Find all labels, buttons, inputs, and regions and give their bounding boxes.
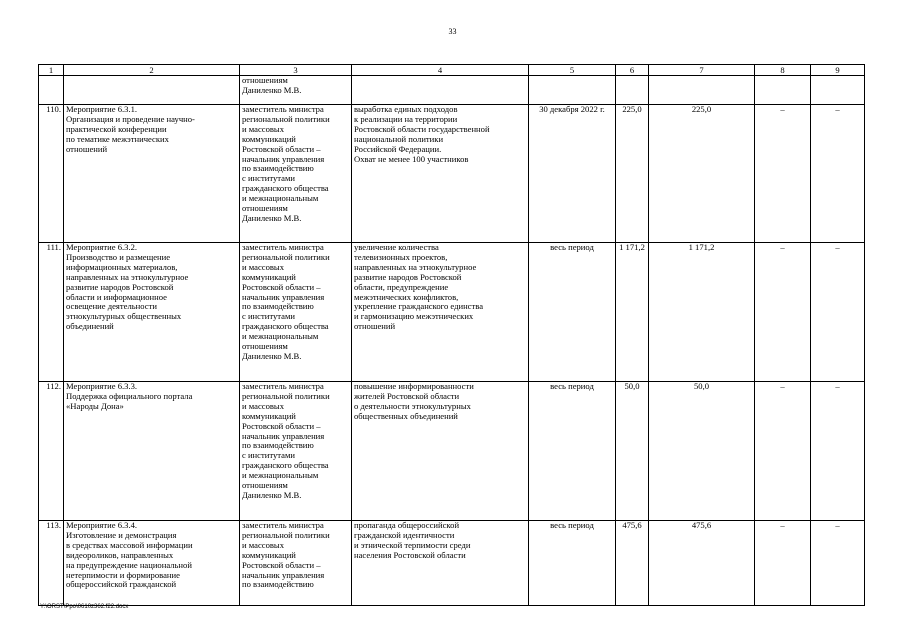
column-number-row: [39, 65, 865, 76]
value-col9: –: [811, 521, 865, 606]
value-col7: 225,0: [649, 105, 755, 243]
column-header: 5: [529, 65, 616, 76]
value-col8: –: [755, 382, 811, 521]
table-row: [39, 521, 865, 606]
program-table: [38, 64, 865, 606]
expected-result: пропаганда общероссийской гражданской идентичности и этнической терпимости среди населения Ростовской области: [352, 521, 529, 606]
cell-empty: [755, 76, 811, 105]
cell-empty: [811, 76, 865, 105]
cell-empty: [649, 76, 755, 105]
value-col6: 225,0: [616, 105, 649, 243]
file-path-footer: Y:\ORST\Ppo\0610z362.f22.docx: [40, 604, 129, 610]
deadline: весь период: [529, 521, 616, 606]
row-number: 112.: [39, 382, 64, 521]
value-col9: –: [811, 105, 865, 243]
cell-empty: [529, 76, 616, 105]
executor: заместитель министра региональной политики и массовых коммуникаций Ростовской области – начальник управления по взаимодействию с институтами гражданского общества и межнациональным отношениям Даниленко М.В.: [240, 243, 352, 382]
deadline: весь период: [529, 382, 616, 521]
column-header: 1: [39, 65, 64, 76]
value-col9: –: [811, 243, 865, 382]
expected-result: повышение информированности жителей Ростовской области о деятельности этнокультурных общественных объединений: [352, 382, 529, 521]
column-header: 9: [811, 65, 865, 76]
page-number: 33: [448, 27, 457, 36]
executor: заместитель министра региональной политики и массовых коммуникаций Ростовской области – начальник управления по взаимодействию: [240, 521, 352, 606]
deadline: весь период: [529, 243, 616, 382]
table-row: [39, 243, 865, 382]
table-row: [39, 382, 865, 521]
event-name: Мероприятие 6.3.4. Изготовление и демонстрация в средствах массовой информации видеороликов, направленных на предупреждение национальной нетерпимости и формирование общероссийской гражданской: [64, 521, 240, 606]
column-header: 6: [616, 65, 649, 76]
column-header: 3: [240, 65, 352, 76]
event-name: Мероприятие 6.3.1. Организация и проведение научно- практической конференции по тематике межэтнических отношений: [64, 105, 240, 243]
value-col9: –: [811, 382, 865, 521]
column-header: 4: [352, 65, 529, 76]
column-header: 7: [649, 65, 755, 76]
executor: заместитель министра региональной политики и массовых коммуникаций Ростовской области – начальник управления по взаимодействию с институтами гражданского общества и межнациональным отношениям Даниленко М.В.: [240, 382, 352, 521]
expected-result: выработка единых подходов к реализации на территории Ростовской области государственной национальной политики Российской Федерации. Охват не менее 100 участников: [352, 105, 529, 243]
value-col7: 50,0: [649, 382, 755, 521]
expected-result: увеличение количества телевизионных проектов, направленных на этнокультурное развитие народов Ростовской области, предупреждение межэтнических конфликтов, укрепление гражданского единства и гармонизацию межэтнических отношений: [352, 243, 529, 382]
event-name: Мероприятие 6.3.3. Поддержка официального портала «Народы Дона»: [64, 382, 240, 521]
value-col8: –: [755, 105, 811, 243]
cell-empty: [64, 76, 240, 105]
continued-executor: отношениям Даниленко М.В.: [240, 76, 352, 105]
row-number: 113.: [39, 521, 64, 606]
value-col6: 475,6: [616, 521, 649, 606]
row-number: 111.: [39, 243, 64, 382]
continued-row: [39, 76, 865, 105]
column-header: 8: [755, 65, 811, 76]
event-name: Мероприятие 6.3.2. Производство и размещение информационных материалов, направленных на этнокультурное развитие народов Ростовской области и информационное освещение деятельности этнокультурных общественных объединений: [64, 243, 240, 382]
value-col8: –: [755, 243, 811, 382]
value-col8: –: [755, 521, 811, 606]
column-header: 2: [64, 65, 240, 76]
cell-empty: [39, 76, 64, 105]
value-col6: 50,0: [616, 382, 649, 521]
value-col7: 475,6: [649, 521, 755, 606]
cell-empty: [616, 76, 649, 105]
value-col7: 1 171,2: [649, 243, 755, 382]
table-row: [39, 105, 865, 243]
executor: заместитель министра региональной политики и массовых коммуникаций Ростовской области – начальник управления по взаимодействию с институтами гражданского общества и межнациональным отношениям Даниленко М.В.: [240, 105, 352, 243]
row-number: 110.: [39, 105, 64, 243]
cell-empty: [352, 76, 529, 105]
deadline: 30 декабря 2022 г.: [529, 105, 616, 243]
value-col6: 1 171,2: [616, 243, 649, 382]
